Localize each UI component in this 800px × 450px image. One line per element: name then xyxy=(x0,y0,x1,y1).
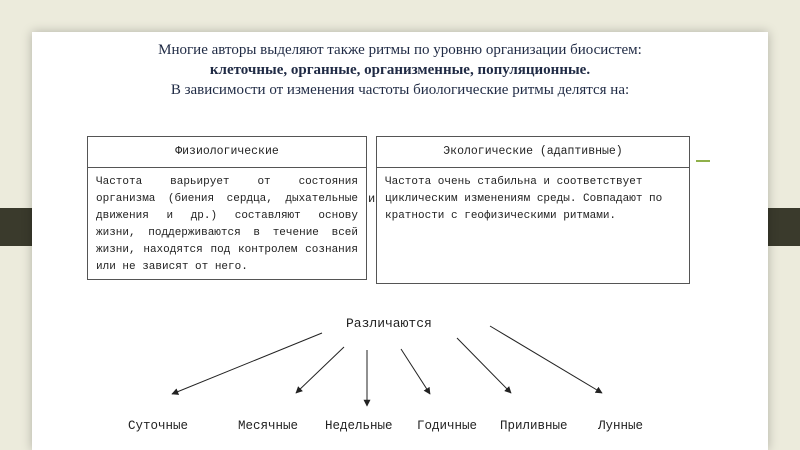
category-monthly: Месячные xyxy=(238,419,299,433)
category-yearly: Годичные xyxy=(417,419,478,433)
header-line-2: клеточные, органные, организменные, популяционные. xyxy=(209,62,591,78)
physiological-title: Физиологические xyxy=(88,137,366,168)
header-line-3: В зависимости от изменения частоты биологические ритмы делятся на: xyxy=(170,82,630,98)
arrow-tidal xyxy=(457,338,511,393)
conjunction-label: и xyxy=(368,192,376,206)
arrow-monthly xyxy=(296,347,344,393)
ecological-title: Экологические (адаптивные) xyxy=(377,137,689,168)
category-lunar: Лунные xyxy=(598,419,644,433)
physiological-text: Частота варьирует от состояния организма (биения сердца, дыхательные движения и др.) составляют основу жизни, поддерживаются в течение всей жизни, находятся под контролем сознания или не зависят от него. xyxy=(96,176,358,273)
diagram-root-label: Различаются xyxy=(346,316,432,331)
category-tidal: Приливные xyxy=(500,419,568,433)
slide-header xyxy=(32,40,768,100)
arrow-daily xyxy=(172,333,322,394)
arrow-yearly xyxy=(401,349,430,394)
category-weekly: Недельные xyxy=(325,419,393,433)
diagram-arrows xyxy=(84,128,696,450)
category-daily: Суточные xyxy=(128,419,189,433)
rhythm-diagram-panel xyxy=(84,128,696,450)
ecological-text: Частота очень стабильна и соответствует циклическим изменениям среды. Совпадают по кратности с геофизическими ритмами. xyxy=(385,176,663,222)
header-line-1: Многие авторы выделяют также ритмы по уровню организации биосистем: xyxy=(158,42,642,58)
arrow-lunar xyxy=(490,326,602,393)
